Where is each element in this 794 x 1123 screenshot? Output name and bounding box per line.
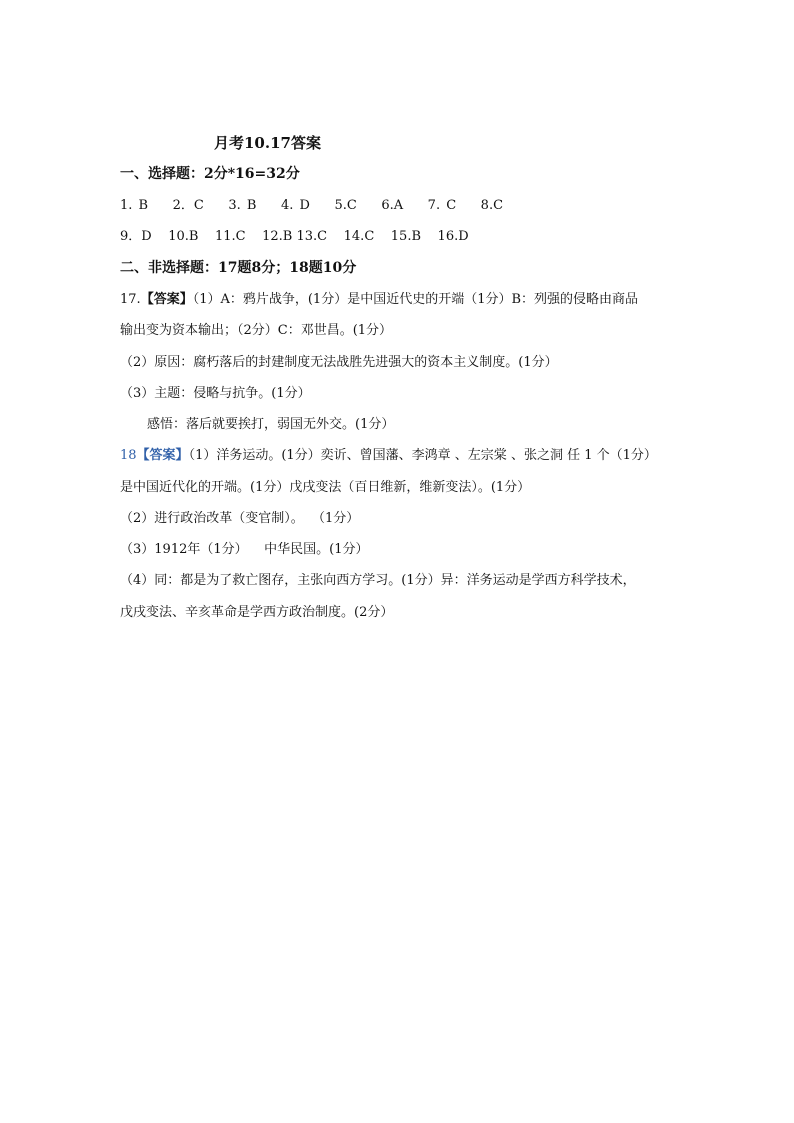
q17-line5: 感悟：落后就要挨打，弱国无外交。(1分）: [147, 417, 395, 432]
page-title: 月考10.17答案: [214, 134, 321, 152]
q18-line3: （2）进行政治改革（变官制）。 （1分）: [120, 511, 360, 526]
q18-number: 18: [120, 448, 137, 463]
q17-line3: （2）原因：腐朽落后的封建制度无法战胜先进强大的资本主义制度。(1分）: [120, 355, 558, 370]
q18-line6: 戊戌变法、辛亥革命是学西方政治制度。(2分）: [120, 605, 394, 620]
q17-line1: [120, 291, 638, 309]
q18-answer-tag: 【答案】: [136, 448, 189, 463]
q18-part1-text: （1）洋务运动。(1分）奕䜣、曾国藩、李鸿章 、左宗棠 、张之洞 任 1 个（1分）: [188, 448, 657, 463]
q17-answer-tag: 【答案】: [140, 292, 193, 307]
section1-heading: 一、选择题：2分*16=32分: [120, 166, 300, 182]
q18-line2: 是中国近代化的开端。(1分）戊戌变法（百日维新，维新变法）。(1分）: [120, 480, 531, 495]
q17-part1-text: （1）A：鸦片战争，(1分）是中国近代史的开端（1分）B：列强的侵略由商品: [192, 292, 639, 307]
q17-line2: 输出变为资本输出；（2分）C：邓世昌。(1分）: [120, 323, 393, 338]
q18-line1: [120, 447, 657, 465]
q17-line4: （3）主题：侵略与抗争。(1分）: [120, 386, 311, 401]
choice-answers-row2: 9．D 10.B 11.C 12.B 13.C 14.C 15.B 16.D: [120, 229, 469, 244]
choice-answers-row1: 1. B 2．C 3. B 4. D 5.C 6.A 7. C 8.C: [120, 198, 504, 213]
q18-line5: （4）同：都是为了救亡图存，主张向西方学习。(1分）异：洋务运动是学西方科学技术，: [120, 573, 636, 588]
q17-number: 17.: [120, 292, 141, 307]
section2-heading: 二、非选择题：17题8分；18题10分: [120, 260, 357, 276]
q18-line4: （3）1912年（1分） 中华民国。(1分）: [120, 542, 369, 557]
